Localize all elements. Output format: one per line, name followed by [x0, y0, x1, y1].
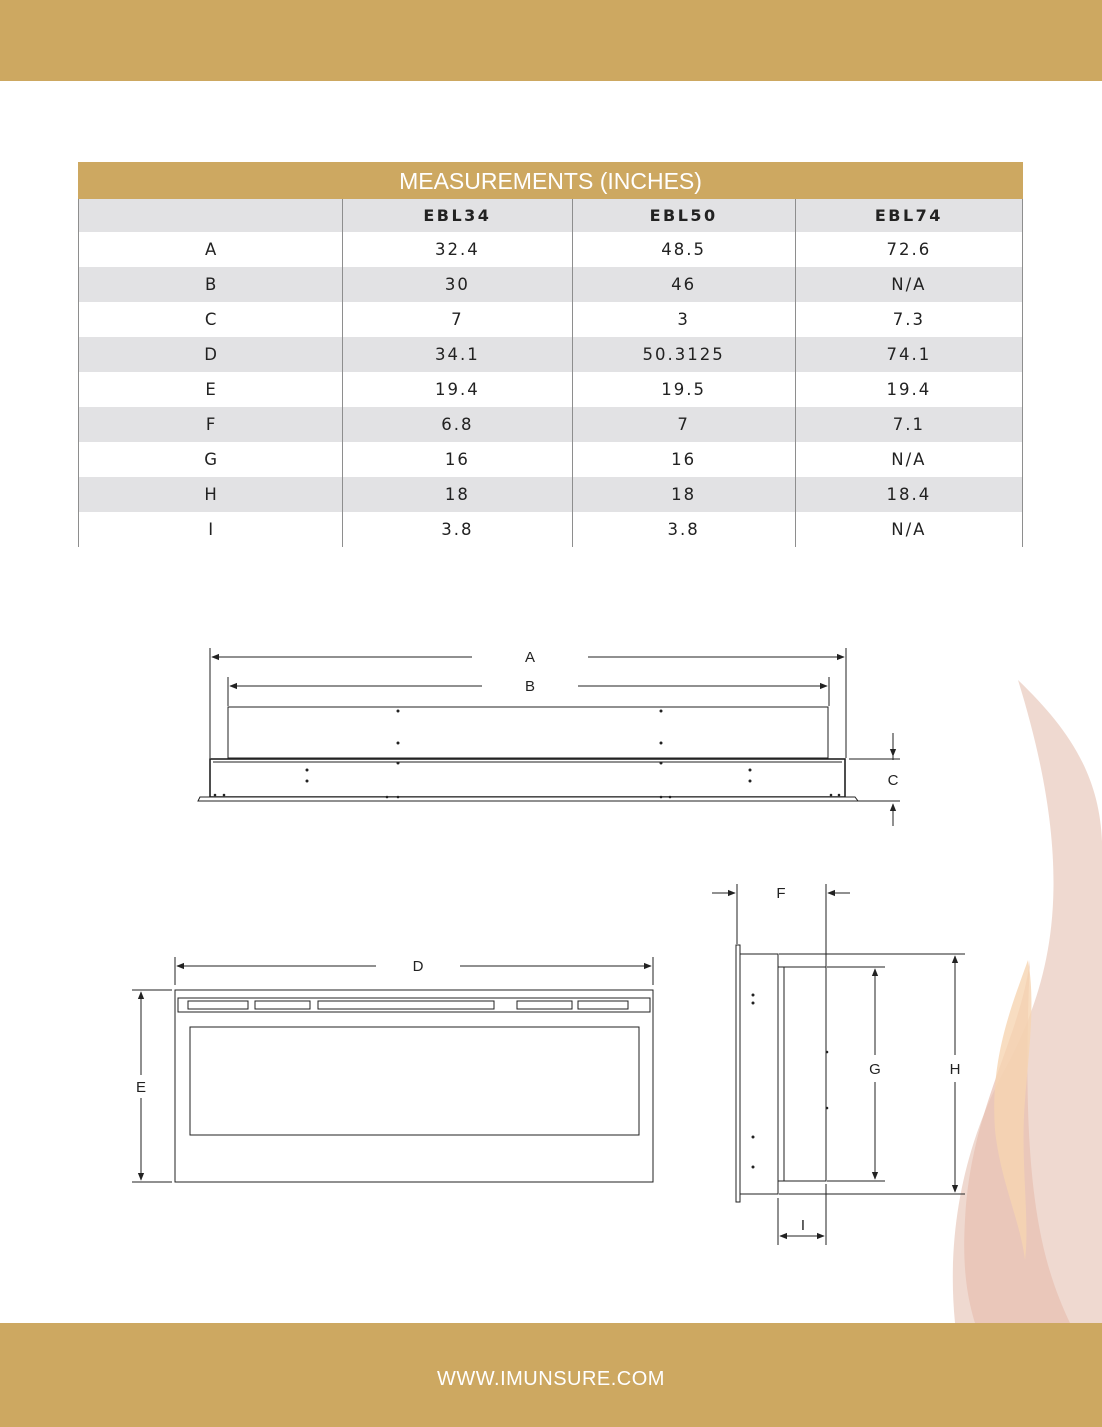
cell-value: 7: [572, 407, 795, 442]
cell-value: 30: [343, 267, 572, 302]
cell-value: 19.4: [343, 372, 572, 407]
cell-value: 7.1: [795, 407, 1022, 442]
cell-value: 74.1: [795, 337, 1022, 372]
cell-value: 32.4: [343, 232, 572, 267]
dimension-label-b: B: [524, 678, 536, 695]
website-link[interactable]: WWW.IMUNSURE.COM: [437, 1368, 665, 1390]
table-title: MEASUREMENTS (INCHES): [78, 162, 1023, 199]
row-label: G: [79, 442, 343, 477]
dimension-label-g: G: [869, 1061, 881, 1078]
cell-value: 16: [343, 442, 572, 477]
cell-value: 50.3125: [572, 337, 795, 372]
cell-value: 6.8: [343, 407, 572, 442]
column-header-ebl74: EBL74: [795, 199, 1022, 232]
column-header-ebl34: EBL34: [343, 199, 572, 232]
cell-value: 3.8: [572, 512, 795, 547]
column-header-ebl50: EBL50: [572, 199, 795, 232]
cell-value: 19.5: [572, 372, 795, 407]
fastener-dots: [214, 710, 841, 1169]
row-label: F: [79, 407, 343, 442]
dimension-label-e: E: [135, 1079, 147, 1096]
cell-value: 16: [572, 442, 795, 477]
side-view-drawing: [712, 884, 965, 1245]
cell-value: 48.5: [572, 232, 795, 267]
dimension-label-i: I: [800, 1217, 806, 1234]
dimension-label-f: F: [776, 885, 786, 902]
cell-value: 72.6: [795, 232, 1022, 267]
dimension-label-a: A: [524, 649, 536, 666]
top-view-drawing: [198, 648, 900, 826]
cell-value: N/A: [795, 512, 1022, 547]
row-label: H: [79, 477, 343, 512]
dimension-label-c: C: [887, 772, 899, 789]
cell-value: 3.8: [343, 512, 572, 547]
cell-value: 18: [572, 477, 795, 512]
row-label: I: [79, 512, 343, 547]
front-view-drawing: [132, 957, 653, 1182]
cell-value: 18: [343, 477, 572, 512]
cell-value: 18.4: [795, 477, 1022, 512]
row-label: B: [79, 267, 343, 302]
cell-value: N/A: [795, 442, 1022, 477]
cell-value: 7: [343, 302, 572, 337]
cell-value: N/A: [795, 267, 1022, 302]
cell-value: 19.4: [795, 372, 1022, 407]
dimension-label-h: H: [949, 1061, 961, 1078]
row-label: E: [79, 372, 343, 407]
dimension-label-d: D: [412, 958, 424, 975]
row-label: A: [79, 232, 343, 267]
cell-value: 3: [572, 302, 795, 337]
cell-value: 34.1: [343, 337, 572, 372]
cell-value: 46: [572, 267, 795, 302]
row-label: C: [79, 302, 343, 337]
cell-value: 7.3: [795, 302, 1022, 337]
row-label: D: [79, 337, 343, 372]
